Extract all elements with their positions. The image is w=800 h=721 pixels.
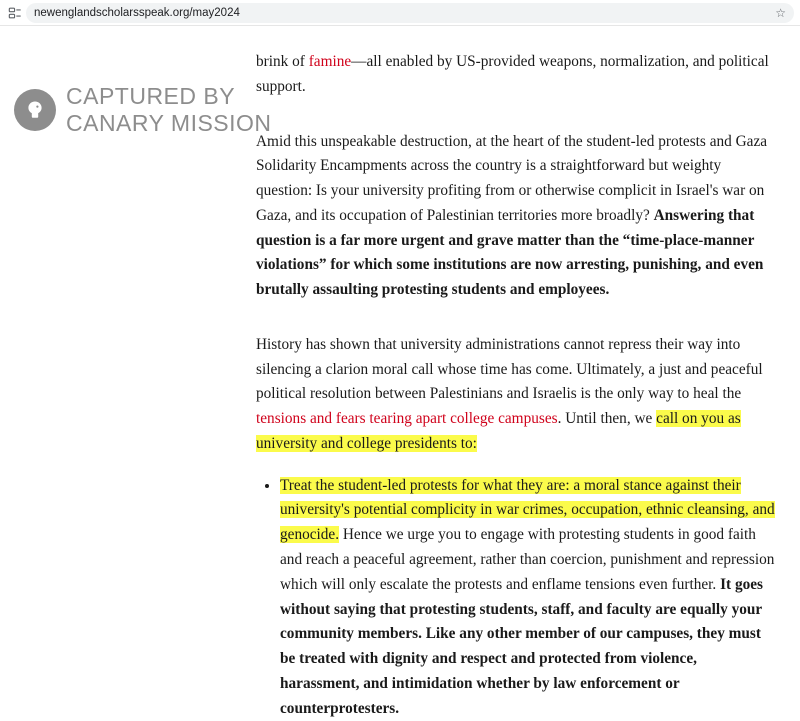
paragraph-three-part1: History has shown that university administrations cannot repress their way into silencing a clarion moral call whose time has come. Ultimately, a just and peaceful political resolution between Palestinians and Israelis is the only way to heal the (256, 335, 763, 403)
bullet-one-highlight: Treat the student-led protests for what they are: a moral stance against their university's potential complicity in war crimes, occupation, ethnic cleansing, and genocide. (280, 476, 775, 544)
paragraph-three-part2: . Until then, we (557, 410, 657, 428)
bullet-one-bold: It goes without saying that protesting students, staff, and faculty are equally your community members. Like any other member of our campuses, they must be treated with dignity and respect and protected from violence, harassment, and intimidation whether by law enforcement or counterprotesters. (280, 575, 763, 717)
paragraph-partial (256, 50, 776, 100)
canary-mission-watermark (14, 83, 272, 137)
watermark-line-1: CAPTURED BY (66, 83, 236, 109)
famine-link[interactable]: famine (308, 53, 352, 70)
paragraph-two (256, 130, 776, 303)
page-content (0, 26, 800, 717)
demands-list (256, 474, 776, 721)
tab-list-icon[interactable] (6, 4, 24, 22)
watermark-text (66, 83, 272, 137)
address-bar[interactable] (26, 3, 794, 23)
star-icon[interactable]: ☆ (775, 5, 786, 20)
paragraph-three-highlight: call on you as university and college presidents to: (256, 410, 741, 452)
paragraph-partial-lead: brink of (256, 53, 309, 70)
paragraph-partial-rest: —all enabled by US-provided weapons, normalization, and political support. (256, 53, 769, 95)
list-item (280, 474, 776, 721)
canary-bird-icon (14, 89, 56, 131)
bullet-one-normal: Hence we urge you to engage with protesting students in good faith and reach a peaceful agreement, rather than coercion, punishment and repression which will only escalate the protests and enflame tensions even further. (280, 526, 775, 593)
watermark-line-2: CANARY MISSION (66, 110, 272, 137)
paragraph-two-bold: Answering that question is a far more urgent and grave matter than the “time-place-manner violations” for which some institutions are now arresting, punishing, and even brutally assaulting protesting students and employees. (256, 206, 764, 299)
address-bar-url: newenglandscholarsspeak.org/may2024 (34, 6, 240, 19)
campus-tensions-link[interactable]: tensions and fears tearing apart college campuses (256, 410, 558, 428)
article-body (256, 26, 776, 721)
paragraph-two-normal: Amid this unspeakable destruction, at the heart of the student-led protests and Gaza Solidarity Encampments across the country is a straightforward but weighty question: Is your university profiting from or otherwise complicit in Israel's war on Gaza, and its occupation of Palestinian territories more broadly? (256, 132, 768, 224)
paragraph-three (256, 333, 776, 457)
browser-toolbar (0, 0, 800, 26)
